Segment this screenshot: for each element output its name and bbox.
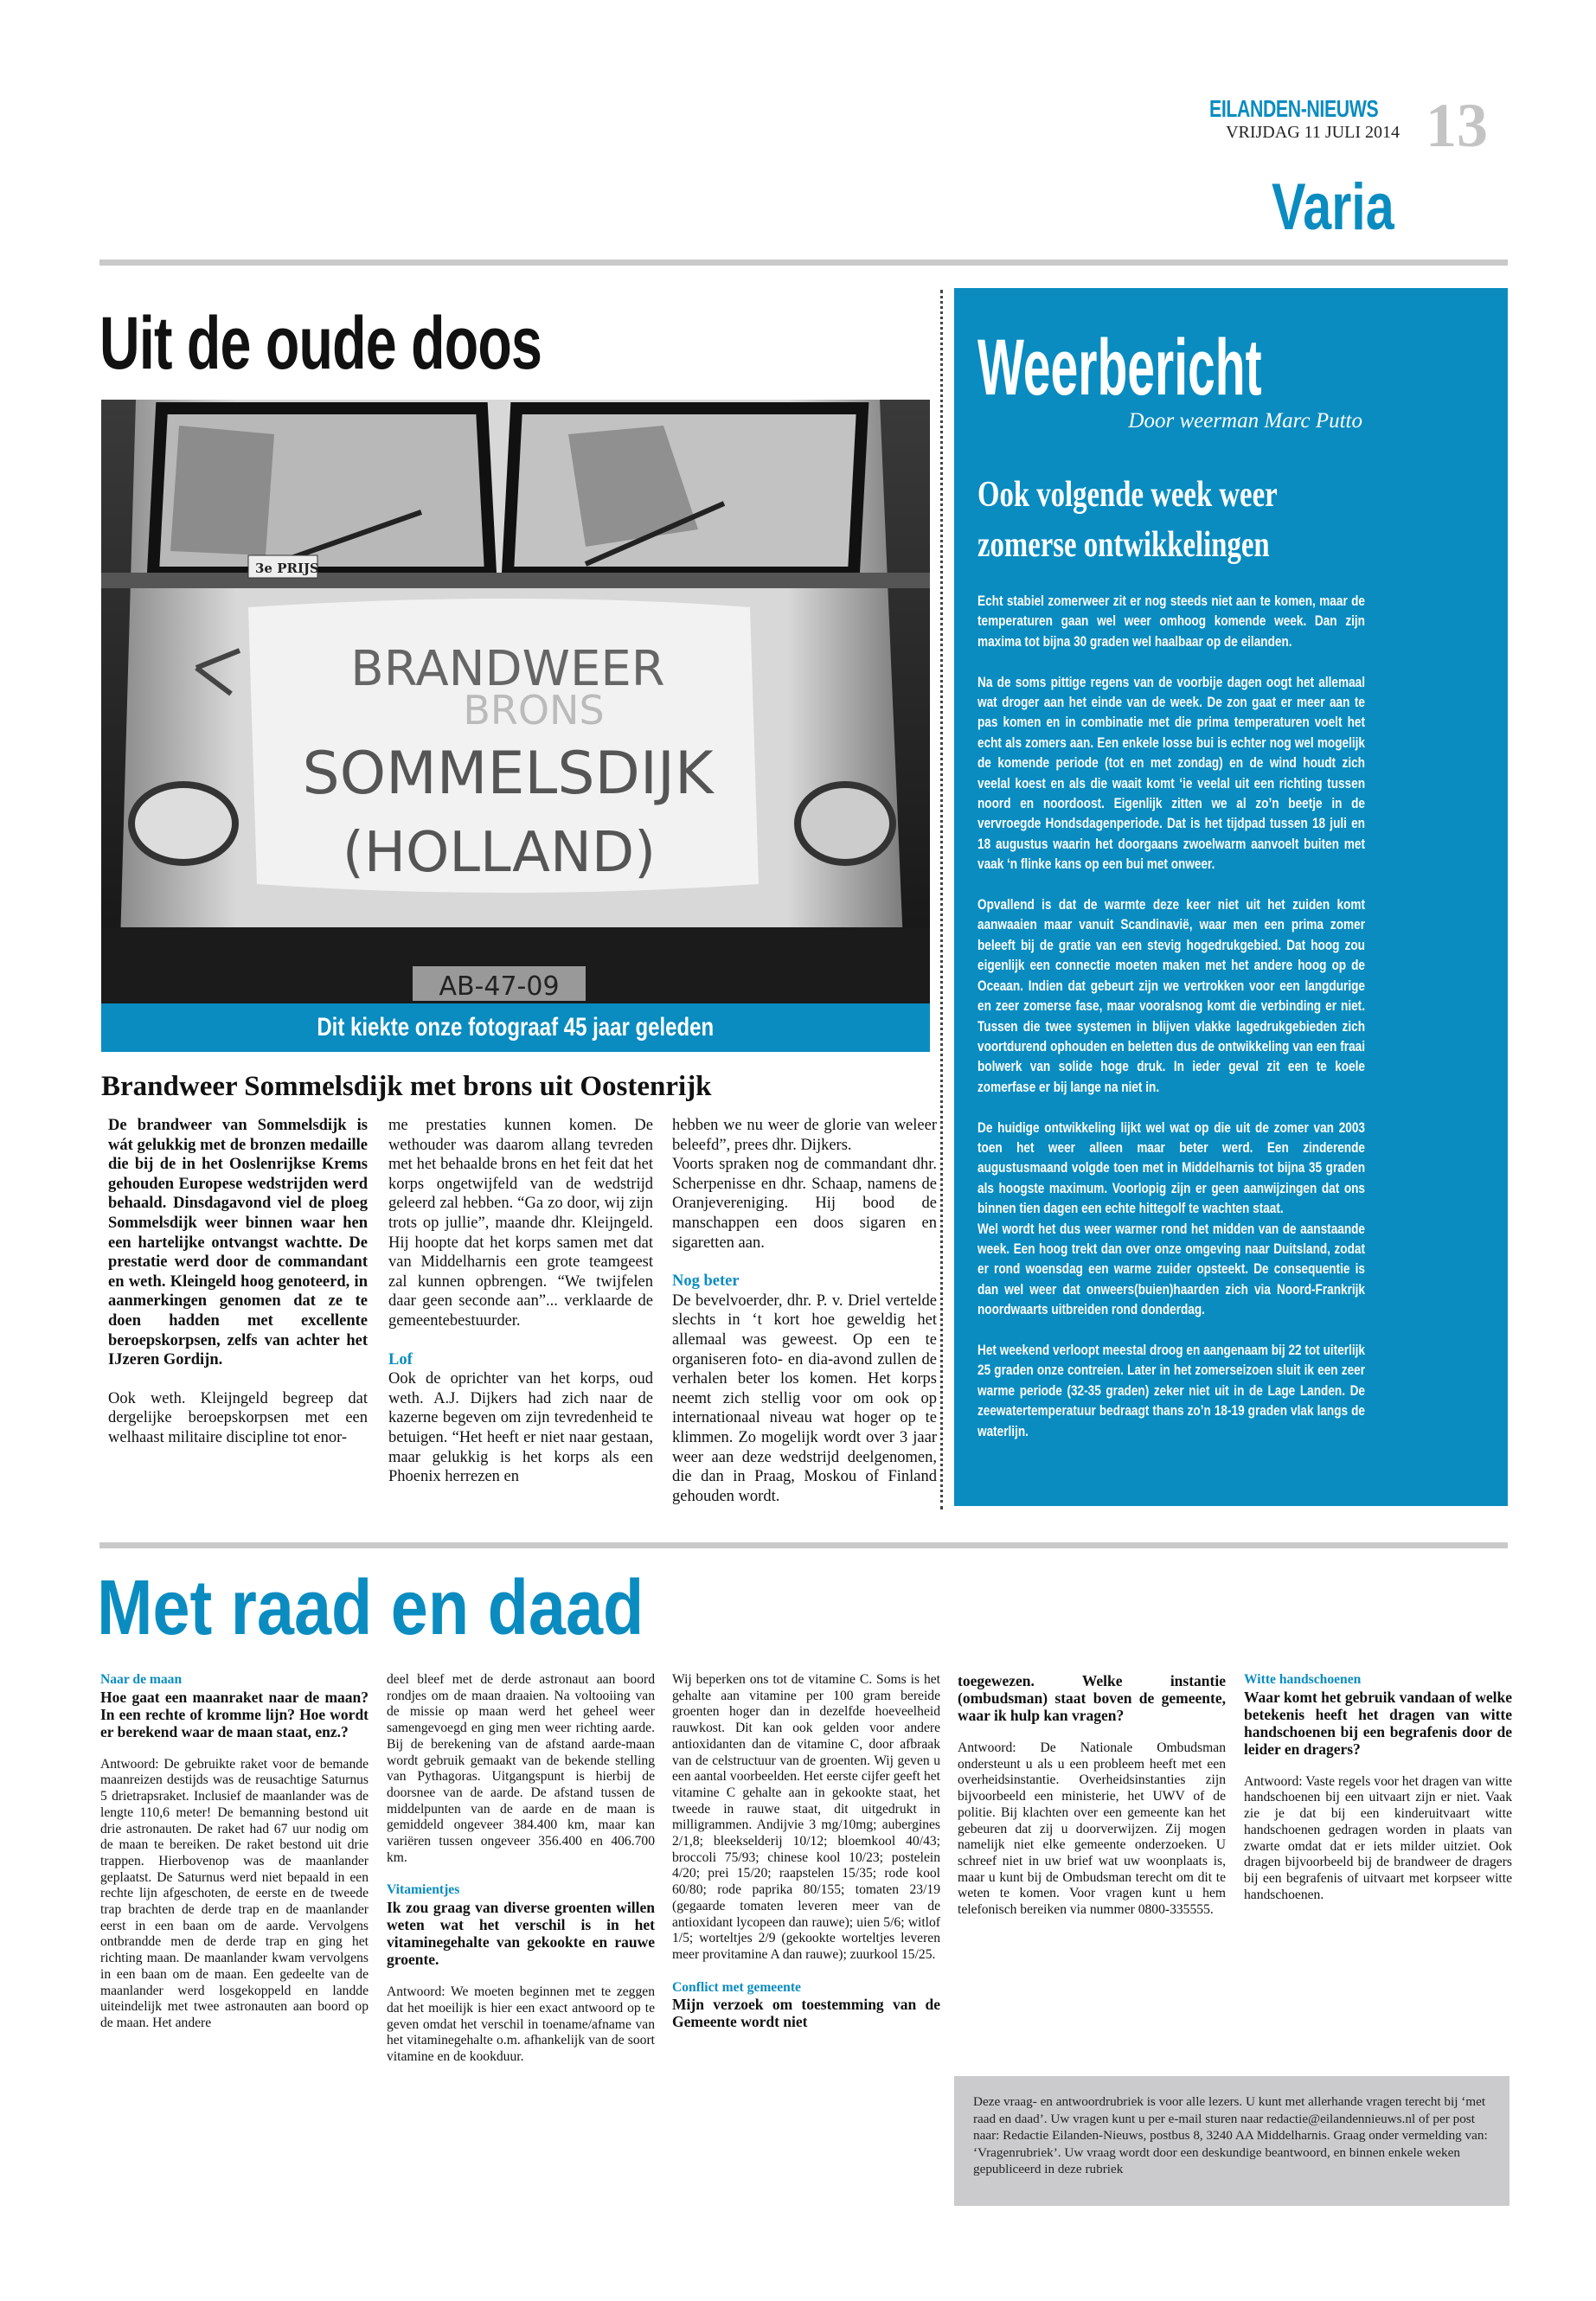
qa-answer: deel bleef met de derde astronaut aan boord rondjes om de maan draaien. Na voltooiing van de missie op maan werd het geheel weer samengevoegd en ging men weer richting aarde. Bij de berekening van de afstand aarde-maan wordt gebruik gemaakt van de bekende stelling van Pythagoras. Uitgangspunt is hierbij de doorsnee van de aarde. De afstand tussen de middelpunten van de aarde en de maan is gemiddeld ongeveer 384.400 km, maar kan variëren tussen ongeveer 356.400 en 406.700 km.: [387, 1672, 655, 1865]
qa-question: toegewezen. Welke instantie (ombudsman) staat boven de gemeente, waar ik hulp kan vragen?: [958, 1672, 1226, 1724]
weather-byline: Door weerman Marc Putto: [1128, 409, 1362, 433]
banner-line-4: (HOLLAND): [342, 821, 657, 885]
weather-title: Weerbericht: [977, 324, 1262, 412]
qa-column-2: [387, 1672, 655, 2066]
weather-paragraph: De huidige ontwikkeling lijkt wel wat op die uit de zomer van 2003 toen het weer alleen maar beter werd. Een zinderende augustusmaand volgde toen met in Middelharnis tot bijna 35 graden als hoogste maximum. Voorlopig zijn er geen aanwijzingen dat ons binnen tien dagen een echte hittegolf te wachten staat.: [977, 1118, 1365, 1217]
qa-answer: Antwoord: We moeten beginnen met te zeggen dat het moeilijk is hier een exact antwoord op te geven omdat het verschil in toename/afname van het vitaminegehalte o.m. afhankelijk van de soort vitamine en de kookduur.: [387, 1984, 655, 2064]
weather-body: [977, 591, 1365, 1461]
article-column-1: [108, 1116, 368, 1448]
banner-line-1: BRANDWEER: [350, 641, 665, 697]
qa-column-3: [672, 1672, 940, 2030]
qa-answer: Antwoord: De gebruikte raket voor de bemande maanreizen destijds was de reusachtige Saturnus 5 drietrapsraket. Inclusief de maanlander was de lengte 110,6 meter! De bemanning bestond uit drie astronauten. De raket had 67 uur nodig om de maan te bereiken. De raket bestond uit drie trappen. Hierbovenop was de maanlander geplaatst. De Saturnus werd niet bepaald in een rechte lijn afgeschoten, de eerste en de tweede trap brachten de derde trap en de maanlander eerst in een baan om de aarde. Vervolgens ontbrandde men de derde trap en ging het richting maan. De maanlander kwam vervolgens in een baan om de maan. Een gedeelte van de maanlander werd losgekoppeld en landde uiteindelijk met twee astronauten aan boord op de maan. Het andere: [100, 1756, 369, 2030]
oude-doos-title: Uit de oude doos: [99, 302, 542, 385]
article-headline: Brandweer Sommelsdijk met brons uit Oostenrijk: [101, 1071, 712, 1102]
newspaper-logo: EILANDEN-NIEUWS: [1209, 95, 1379, 122]
qa-topic: Naar de maan: [100, 1672, 183, 1687]
prize-sign-text: 3e PRIJS: [255, 561, 319, 576]
article-paragraph: hebben we nu weer de glorie van weleer beleefd”, prees dhr. Dijkers.: [672, 1117, 937, 1154]
qa-answer: Antwoord: Vaste regels voor het dragen van witte handschoenen bij een uitvaart zijn er niet. Vaak zie je dat bij een kinderuitvaart witte handschoenen gedragen worden in plaats van zwarte omdat dat er iets milder uitziet. Ook dragen bijvoorbeeld bij de brandweer de dragers bij een begrafenis of uitvaart met korpseer witte handschoenen.: [1244, 1773, 1512, 1902]
banner-line-2: BRONS: [463, 687, 605, 734]
article-paragraph: me prestaties kunnen komen. De wethouder was daarom allang tevreden met het behaalde brons en het feit dat het korps ongetwijfeld van de wedstrijd geleerd zal hebben. “Ga zo door, wij zijn trots op jullie”, maande dhr. Kleijngeld. Hij hoopte dat het korps samen met dat van Middelharnis een grote teamgeest zal kunnen opbrengen. “We twijfelen daar geen seconde aan”... verklaarde de gemeentebestuurder.: [388, 1117, 653, 1330]
rubriek-info-box: Deze vraag- en antwoordrubriek is voor alle lezers. U kunt met allerhande vragen terecht bij ‘met raad en daad’. Uw vragen kunt u per e-mail sturen naar redactie@eilandennieuws.nl of per post naar: Redactie Eilanden-Nieuws, postbus 8, 3240 AA Middelharnis. Graag onder vermelding van: ‘Vragenrubriek’. Uw vraag wordt door een deskundige beantwoord, en binnen enkele weken gepubliceerd in deze rubriek: [954, 2076, 1509, 2206]
weather-paragraph: Echt stabiel zomerweer zit er nog steeds niet aan te komen, maar de temperaturen gaan wel weer omhoog komende week. Dan zijn maxima tot bijna 30 graden wel haalbaar op de eilanden.: [977, 593, 1365, 650]
weather-headline-line-2: zomerse ontwikkelingen: [977, 525, 1270, 565]
article-lead: De brandweer van Sommelsdijk is wát gelukkig met de bronzen medaille die bij de in het Ooslenrijkse Krems gehouden Europese wedstrijden werd behaald. Dinsdagavond viel de ploeg Sommelsdijk weer binnen waar hen een hartelijke ontvangst wachtte. De prestatie werd door de commandant en weth. Kleingeld hoog genoteerd, in aanmerkingen genomen dat ze te doen hadden met excellente beroepskorpsen, zelfs van achter het IJzeren Gordijn.: [108, 1117, 368, 1369]
qa-question: Hoe gaat een maanraket naar de maan? In een rechte of kromme lijn? Hoe wordt er berekend waar de maan staat, enz.?: [100, 1688, 369, 1740]
qa-answer: Wij beperken ons tot de vitamine C. Soms is het gehalte aan vitamine per 100 gram bereide groenten hoger dan in dezelfde hoeveelheid rauwkost. Dit kan ook gelden voor andere antioxidanten dan de vitamine C, door afbraak van de celstructuur van de groenten. Wij geven u een aantal voorbeelden. Het eerste cijfer geeft het vitamine C gehalte aan in gekookte staat, het tweede in rauwe staat, dit uitgedrukt in milligrammen. Andijvie 3 mg/10mg; aubergines 2/1,8; bleekselderij 10/12; bloemkool 40/43; broccoli 75/93; chinese kool 10/23; postelein 4/20; prei 15/20; raapstelen 15/35; rode kool 60/80; rode paprika 80/155; tomaten 23/19 (gegaarde tomaten leveren meer van de antioxidant lycopeen dan rauwe); uien 5/6; witlof 1/5; worteltjes 2/9 (gekookte worteltjes leveren meer provitamine A dan rauwe); zuurkool 15/25.: [672, 1672, 940, 1962]
weather-paragraph: Wel wordt het dus weer warmer rond het midden van de aanstaande week. Een hoog trekt dan over onze omgeving naar Duitsland, zodat er rond woensdag een warme zuider opsteekt. De consequentie is dan wel weer dat onweers(buien)haarden zich via Noord-Frankrijk noordwaarts uitbreiden rond donderdag.: [977, 1220, 1365, 1318]
qa-question: Waar komt het gebruik vandaan of welke betekenis heeft het dragen van witte handschoenen bij een begrafenis door de leider en dragers?: [1244, 1688, 1512, 1758]
article-paragraph: Voorts spraken nog de commandant dhr. Scherpenisse en dhr. Schaap, namens de Oranjevereniging. Hij bood de manschappen een doos sigaren en sigaretten aan.: [672, 1156, 937, 1252]
weather-headline-line-1: Ook volgende week weer: [977, 475, 1278, 515]
section-title: Varia: [1272, 170, 1394, 244]
section-divider: [99, 1542, 1508, 1548]
qa-topic: Witte handschoenen: [1244, 1672, 1362, 1687]
section-divider: [99, 260, 1508, 266]
raad-en-daad-title: Met raad en daad: [97, 1565, 644, 1651]
article-column-2: [388, 1116, 653, 1487]
article-column-3: [672, 1116, 937, 1506]
qa-topic: Vitamientjes: [387, 1882, 460, 1898]
article-subheading: Nog beter: [672, 1272, 740, 1291]
article-subheading: Lof: [388, 1350, 413, 1368]
article-paragraph: De bevelvoerder, dhr. P. v. Driel vertelde slechts in ‘t kort hoe geweldig het allemaal was geweest. Op een te organiseren foto- en dia-avond zullen de verhalen beter los komen. Het korps neemt zich stellig voor om ook op internationaal niveau wat hoger op te klimmen. Zo mogelijk wordt over 3 jaar weer aan deze wedstrijd deelgenomen, die dan in Praag, Moskou of Finland gehouden wordt.: [672, 1292, 937, 1505]
weather-paragraph: Na de soms pittige regens van de voorbije dagen oogt het allemaal wat droger aan het einde van de week. De zon gaat er meer aan te pas komen en in combinatie met die prima temperaturen voelt het echt als zomers aan. Een enkele losse bui is echter nog wel mogelijk de komende periode (tot en met zondag) en de wind houdt zich veelal koest en als die waait komt ‘ie veelal uit een richting tussen noord en noordoost. Eigenlijk zitten we al zo’n beetje in de vervroegde Hondsdagenperiode. Dat is het tijdpad tussen 18 juli en 18 augustus waarin het doorgaans zwoelwarm aanvoelt buiten met vaak ‘n flinke kans op een bui met onweer.: [977, 673, 1365, 873]
fire-truck-photo-illustration: [101, 400, 930, 1003]
qa-question: Ik zou graag van diverse groenten willen weten wat het verschil is in het vitaminegehalte van gekookte en rauwe groente.: [387, 1899, 655, 1969]
issue-date: VRIJDAG 11 JULI 2014: [1226, 123, 1400, 142]
weather-paragraph: Het weekend verloopt meestal droog en aangenaam bij 22 tot uiterlijk 25 graden onze contreien. Later in het zomerseizoen sluit ik een zeer warme periode (32-35 graden) zeker niet uit in de Lage Landen. De zeewatertemperatuur bedraagt thans zo’n 18-19 graden vlak langs de waterlijn.: [977, 1341, 1365, 1439]
page-number: 13: [1426, 91, 1488, 160]
historic-photo: [101, 400, 930, 1003]
license-plate-text: AB-47-09: [439, 971, 560, 1002]
qa-answer: Antwoord: De Nationale Ombudsman ondersteunt u als u een probleem heeft met een overheidsinstantie. Overheidsinstanties zijn bijvoorbeeld een ministerie, het UWV of de politie. Bij klachten over een gemeente kan het gebeuren dat zij u doorverwijzen. Zij mogen namelijk niet elke gemeente onderzoeken. U schreef niet in uw brief wat uw woonplaats is, maar u kunt bij de Ombudsman terecht om dit te weten te komen. Voor vragen kunt u hem telefonisch bereiken via nummer 0800-335555.: [958, 1740, 1226, 1918]
qa-column-4: [958, 1672, 1226, 1919]
weather-box: [954, 288, 1508, 1506]
article-paragraph: Ook weth. Kleijngeld begreep dat dergelijke beroepskorpsen met een welhaast militaire discipline tot enor-: [108, 1389, 368, 1446]
qa-column-5: [1244, 1672, 1512, 1903]
photo-caption-text: Dit kiekte onze fotograaf 45 jaar geleden: [317, 1013, 715, 1042]
qa-topic: Conflict met gemeente: [672, 1979, 801, 1995]
photo-caption: [101, 1003, 930, 1052]
article-paragraph: Ook de oprichter van het korps, oud weth. A.J. Dijkers had zich naar de kazerne begeven om zijn tevredenheid te betuigen. “Het heeft er niet naar gestaan, maar gelukkig is het korps als een Phoenix herrezen en: [388, 1370, 653, 1486]
qa-column-1: [100, 1672, 369, 2032]
weather-headline: [977, 470, 1278, 570]
column-separator: [940, 290, 943, 1509]
weather-paragraph: Opvallend is dat de warmte deze keer niet uit het zuiden komt aanwaaien maar vanuit Scandinavië, waar men een prima zomer beleeft bij de gratie van een stevig hogedrukgebied. Dat hoog zou eigenlijk een connectie moeten maken met het andere hoog op de Oceaan. Indien dat gebeurt zijn we vertrokken voor een langdurige en zeer zomerse fase, maar vooralsnog komt die verbinding er niet. Tussen die twee systemen in blijven vlakke lagedrukgebieden zich voortdurend ophouden en beletten dus de ontwikkeling van een fraai bolwerk van solide hoge druk. In ieder geval zit een te koele zomerfase er bij lange na niet in.: [977, 896, 1365, 1095]
qa-question: Mijn verzoek om toestemming van de Gemeente wordt niet: [672, 1996, 940, 2031]
banner-line-3: SOMMELSDIJK: [302, 740, 714, 808]
